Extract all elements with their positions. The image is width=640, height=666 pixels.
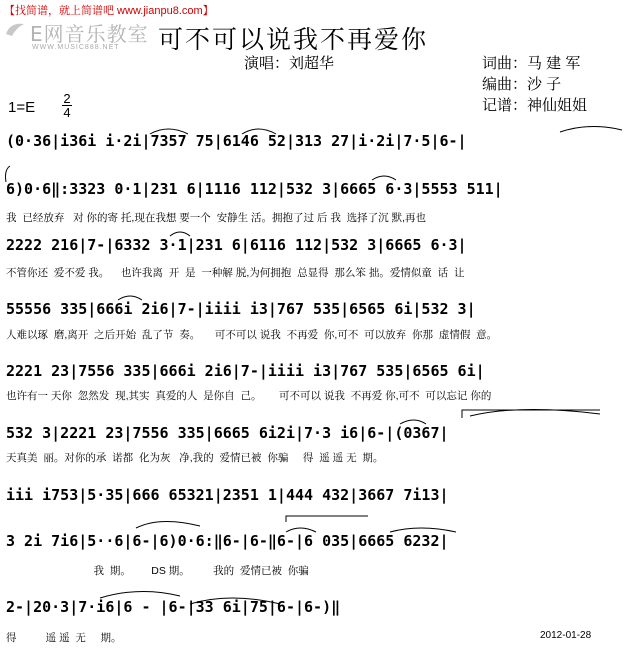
credit-value: 马 建 军 (527, 55, 581, 72)
notation-row-2: 6)0·6‖:3323 0·1|231 6|1116 112|532 3|6665 6·3|5553 511| (6, 180, 503, 198)
logo-subtext: WWW.MUSIC888.NET (32, 44, 120, 51)
notation-row-1: (0·36|i36i i·2i|7357 75|6146 52|313 27|i·2i|7·5|6-| (6, 132, 467, 150)
lyric-line-5: 天真美 丽。对你的承 诺都 化为灰 净,我的 爱情已被 你骗 得 遥 遥 无 期。 (6, 452, 384, 464)
credit-label: 编曲： (482, 76, 528, 93)
promo-banner[interactable]: 【找简谱，就上简谱吧 www.jianpu8.com】 (4, 5, 214, 17)
lyric-line-1: 我 已经放弃 对 你的寄 托,现在我想 要一个 安静生 活。拥抱了过 后 我 选择了沉 默,再也 (6, 212, 427, 224)
credit-value: 沙 子 (527, 76, 562, 93)
meter-bottom: 4 (63, 105, 71, 120)
credit-label: 记谱： (482, 97, 528, 114)
notation-row-3: 2222 216|7-|6332 3·1|231 6|6116 112|532 3|6665 6·3| (6, 236, 467, 254)
transcription-date: 2012-01-28 (540, 630, 592, 641)
lyric-line-2: 不管你还 爱不爱 我。 也许我离 开 是 一种解 脱,为何拥抱 总显得 那么笨 拙。爱情似童 话 让 (6, 267, 465, 279)
song-title: 可不可以说我不再爱你 (158, 25, 429, 54)
notation-row-6: 532 3|2221 23|7556 335|6665 6i2i|7·3 i6|6-|(0367| (6, 424, 449, 442)
notation-row-5: 2221 23|7556 335|666i 2i6|7-|iiii i3|767 535|6565 6i| (6, 362, 485, 380)
lyric-line-4: 也许有一 天你 忽然发 现,其实 真爱的人 是你自 己。 可不可以 说我 不再爱 你,可不 可以忘记 你的 (6, 390, 492, 402)
singer-credit: 演唱：刘超华 (244, 55, 335, 72)
credit-value: 神仙姐姐 (527, 97, 588, 114)
key-signature: 1=E (8, 99, 36, 116)
notation-row-9: 2-|20·3|7·i6|6 - |6-|33 6i|75|6-|6-)‖ (6, 598, 341, 616)
lyric-line-6: 我 期。 DS 期。 我的 爱情已被 你骗 (6, 565, 309, 577)
logo-text: E网音乐教室 (30, 22, 149, 46)
lyric-line-7: 得 遥 遥 无 期。 (6, 632, 122, 644)
meter-top: 2 (63, 91, 71, 106)
notation-row-7: iii i753|5·35|666 65321|2351 1|444 432|3667 7i13| (6, 486, 449, 504)
notation-row-8: 3 2i 7i6|5··6|6-|6)0·6:‖6-|6-‖6-|6 035|6665 6232| (6, 532, 449, 550)
notation-row-4: 55556 335|666i 2i6|7-|iiii i3|767 535|6565 6i|532 3| (6, 300, 476, 318)
lyric-line-3: 人难以琢 磨,离开 之后开始 乱了节 奏。 可不可以 说我 不再爱 你,可不 可以放弃 你那 虚情假 意。 (6, 329, 498, 341)
credit-label: 词曲： (482, 55, 528, 72)
